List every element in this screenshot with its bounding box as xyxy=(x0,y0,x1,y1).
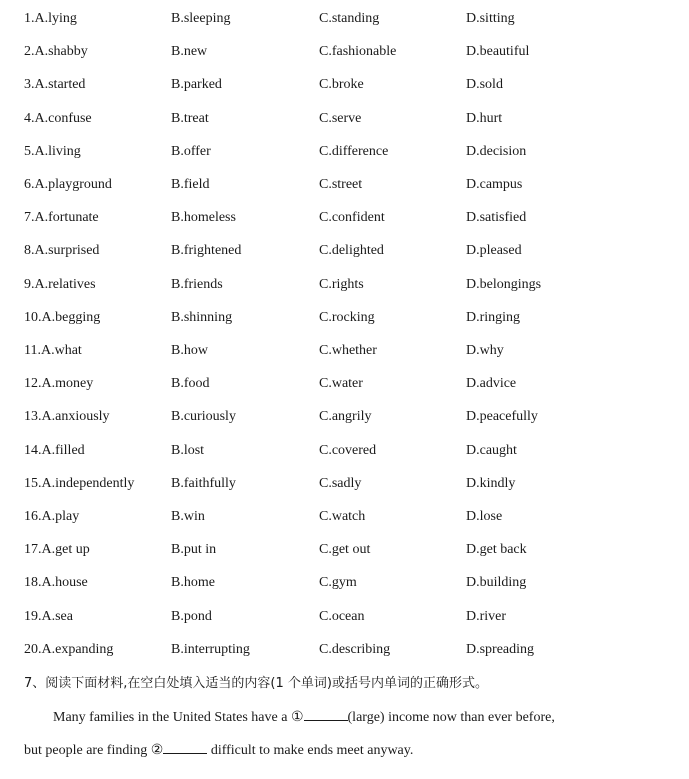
option-d: D.building xyxy=(466,575,527,591)
option-a: 20.A.expanding xyxy=(24,641,114,657)
option-d: D.campus xyxy=(466,177,523,192)
passage-text: (large) income now than ever before, xyxy=(347,710,555,725)
option-b: B.treat xyxy=(171,110,209,126)
option-c: C.watch xyxy=(319,509,366,524)
option-a: 1.A.lying xyxy=(24,11,77,26)
question-row xyxy=(0,207,689,229)
option-d: D.kindly xyxy=(466,475,516,491)
option-b: B.faithfully xyxy=(171,475,236,491)
question-row xyxy=(0,506,689,528)
option-b: B.lost xyxy=(171,442,205,458)
option-b: B.pond xyxy=(171,608,212,624)
question-row xyxy=(0,108,689,130)
option-c: C.covered xyxy=(319,442,377,458)
option-c: C.serve xyxy=(319,110,362,126)
option-d: D.ringing xyxy=(466,309,521,325)
blank-1 xyxy=(304,706,348,721)
option-c: C.whether xyxy=(319,343,377,358)
question-row xyxy=(0,274,689,296)
option-d: D.belongings xyxy=(466,276,542,292)
option-c: C.get out xyxy=(319,542,371,558)
question-row xyxy=(0,340,689,362)
option-d: D.advice xyxy=(466,376,517,392)
option-d: D.river xyxy=(466,608,507,624)
option-d: D.decision xyxy=(466,143,527,159)
option-a: 19.A.sea xyxy=(24,608,73,624)
question-row xyxy=(0,572,689,594)
question-row xyxy=(0,473,689,495)
option-a: 8.A.surprised xyxy=(24,243,100,259)
question-row xyxy=(0,74,689,96)
option-b: B.friends xyxy=(171,276,223,292)
passage-line-2 xyxy=(24,739,413,762)
option-a: 17.A.get up xyxy=(24,542,90,558)
question-row xyxy=(0,639,689,661)
passage-line-1 xyxy=(53,706,555,729)
option-c: C.rights xyxy=(319,276,364,292)
option-a: 4.A.confuse xyxy=(24,110,92,126)
option-a: 10.A.begging xyxy=(24,309,101,325)
option-a: 5.A.living xyxy=(24,143,81,159)
option-b: B.homeless xyxy=(171,210,236,226)
option-c: C.ocean xyxy=(319,608,365,624)
option-a: 14.A.filled xyxy=(24,442,85,458)
option-b: B.frightened xyxy=(171,243,242,259)
option-a: 6.A.playground xyxy=(24,177,112,192)
option-c: C.street xyxy=(319,177,363,192)
question-row xyxy=(0,41,689,63)
option-b: B.home xyxy=(171,575,215,591)
option-c: C.standing xyxy=(319,11,380,26)
option-b: B.shinning xyxy=(171,309,233,325)
option-d: D.pleased xyxy=(466,243,522,259)
option-b: B.new xyxy=(171,44,208,60)
blank-marker: ② xyxy=(150,743,164,758)
question-row xyxy=(0,406,689,428)
option-a: 7.A.fortunate xyxy=(24,210,99,226)
option-d: D.peacefully xyxy=(466,409,538,425)
option-a: 2.A.shabby xyxy=(24,44,88,60)
option-b: B.sleeping xyxy=(171,11,231,26)
question-row xyxy=(0,539,689,561)
option-d: D.beautiful xyxy=(466,44,530,60)
option-c: C.water xyxy=(319,376,363,392)
option-d: D.sold xyxy=(466,77,503,93)
option-b: B.offer xyxy=(171,143,211,159)
option-c: C.broke xyxy=(319,77,364,93)
option-d: D.get back xyxy=(466,542,527,558)
blank-2 xyxy=(163,739,207,754)
question-row xyxy=(0,240,689,262)
blank-marker: ① xyxy=(290,710,304,725)
option-b: B.field xyxy=(171,177,210,192)
option-c: C.confident xyxy=(319,210,385,226)
option-c: C.rocking xyxy=(319,309,375,325)
option-c: C.fashionable xyxy=(319,44,397,60)
option-d: D.satisfied xyxy=(466,210,527,226)
option-d: D.hurt xyxy=(466,110,503,126)
option-a: 15.A.independently xyxy=(24,475,135,491)
option-d: D.lose xyxy=(466,509,503,524)
option-d: D.caught xyxy=(466,442,517,458)
option-d: D.why xyxy=(466,343,504,358)
option-c: C.sadly xyxy=(319,475,362,491)
section-heading: 7、阅读下面材料,在空白处填入适当的内容(1 个单词)或括号内单词的正确形式。 xyxy=(24,676,488,691)
option-b: B.food xyxy=(171,376,210,392)
question-row xyxy=(0,141,689,163)
option-a: 12.A.money xyxy=(24,376,94,392)
option-c: C.angrily xyxy=(319,409,372,425)
option-a: 18.A.house xyxy=(24,575,88,591)
option-a: 16.A.play xyxy=(24,509,80,524)
option-d: D.spreading xyxy=(466,641,535,657)
option-b: B.curiously xyxy=(171,409,236,425)
passage-text: but people are finding xyxy=(24,743,151,758)
question-row xyxy=(0,174,689,196)
question-row xyxy=(0,440,689,462)
option-c: C.describing xyxy=(319,641,391,657)
option-b: B.how xyxy=(171,343,208,358)
option-c: C.delighted xyxy=(319,243,384,259)
option-b: B.put in xyxy=(171,542,217,558)
option-b: B.interrupting xyxy=(171,641,250,657)
question-row xyxy=(0,606,689,628)
question-row xyxy=(0,307,689,329)
option-c: C.difference xyxy=(319,143,389,159)
question-row xyxy=(0,8,689,30)
passage-text: Many families in the United States have a xyxy=(53,710,291,725)
option-a: 9.A.relatives xyxy=(24,276,96,292)
option-a: 3.A.started xyxy=(24,77,86,93)
option-c: C.gym xyxy=(319,575,357,591)
option-b: B.win xyxy=(171,509,205,524)
option-a: 13.A.anxiously xyxy=(24,409,110,425)
option-b: B.parked xyxy=(171,77,222,93)
option-a: 11.A.what xyxy=(24,343,82,358)
option-d: D.sitting xyxy=(466,11,515,26)
question-row xyxy=(0,373,689,395)
passage-text: difficult to make ends meet anyway. xyxy=(207,743,414,758)
